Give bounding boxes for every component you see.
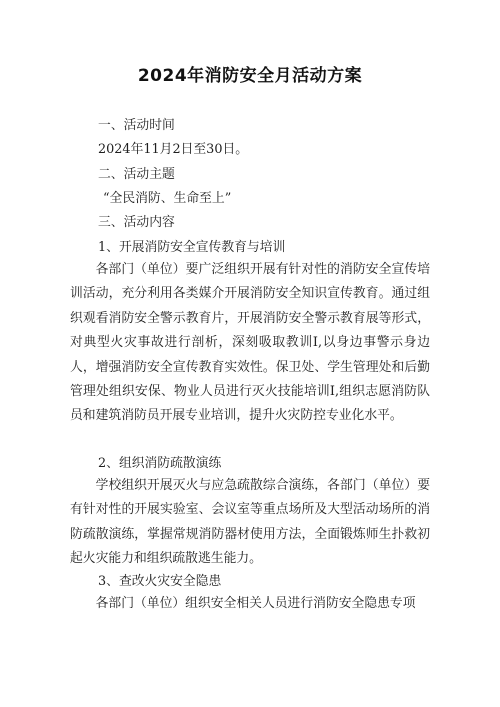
item1-body: 各部门（单位）要广泛组织开展有针对性的消防安全宣传培训活动，充分利用各类媒介开展消防安全知识宣传教育。通过组织观看消防安全警示教育片，开展消防安全警示教育展等形式，对典型火灾事故进行剖析，深刻吸取教训I,以身边事警示身边人，增强消防安全宣传教育实效性。保卫处、学生管理处和后勤管理处组织安保、物业人员进行灭火技能培训I,组织志愿消防队员和建筑消防员开展专业培训，提升火灾防控专业化水平。 — [70, 262, 430, 424]
section-time-value: 2024年11月2日至30日。 — [98, 142, 249, 157]
section-time-heading: 一、活动时间 — [98, 118, 175, 133]
item1-heading: 1、开展消防安全宣传教育与培训 — [98, 240, 286, 255]
section-theme-heading: 二、活动主题 — [98, 167, 175, 182]
item3-body: 各部门（单位）组织安全相关人员进行消防安全隐患专项 — [95, 596, 416, 611]
item3-heading: 3、查改火灾安全隐患 — [98, 574, 222, 589]
page-title: 2024年消防安全月活动方案 — [137, 66, 363, 86]
item2-body: 学校组织开展灭火与应急疏散综合演练，各部门（单位）要有针对性的开展实验室、会议室等重点场所及大型活动场所的消防疏散演练，掌握常规消防器材使用方法，全面锻炼师生扑救初起火灾能力和组织疏散逃生能力。 — [70, 478, 430, 567]
item2-heading: 2、组织消防疏散演练 — [98, 456, 222, 471]
section-theme-value: “全民消防、生命至上” — [103, 191, 232, 206]
section-content-heading: 三、活动内容 — [98, 215, 175, 230]
